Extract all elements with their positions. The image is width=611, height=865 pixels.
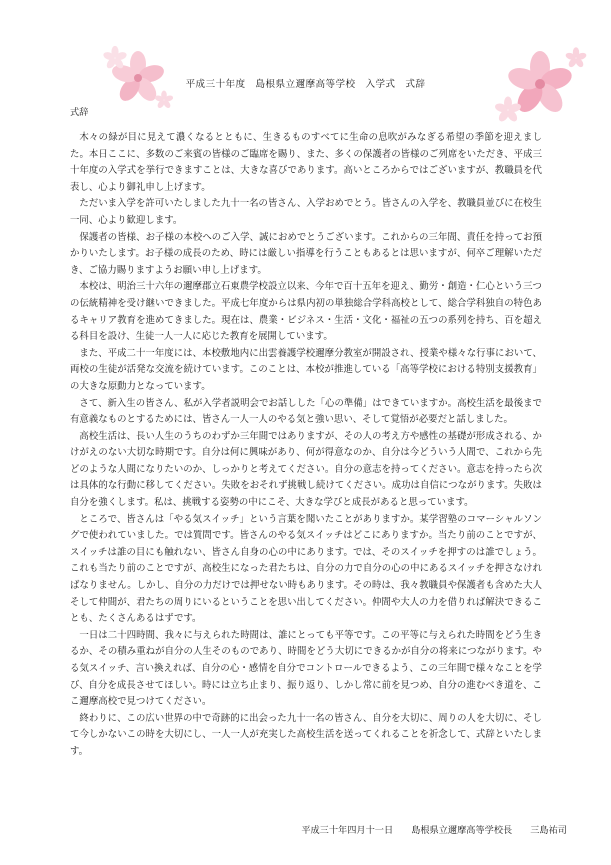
document-title: 平成三十年度 島根県立邇摩高等学校 入学式 式辞 [185,79,426,90]
paragraph-special-support: また、平成二十一年度には、本校敷地内に出雲養護学校邇摩分教室が開設され、授業や様々な行事において、両校の生徒が活発な交流を続けています。このことは、本校が推進している「高等学校における特別支援教育」の大きな原動力となっています。 [70,347,542,392]
paragraph-high-school-life: 高校生活は、長い人生のうちのわずか三年間ではありますが、その人の考え方や感性の基礎が形成される、かけがえのない大切な時期です。自分は何に興味があり、何が得意なのか、自分は今どういう人間で、これから先どのような人間になりたいのか、しっかりと考えてください。自分の意志を持ってください。意志を持ったら次は具体的な行動に移してください。失敗をおそれず挑戦し続けてください。成功は自信につながります。失敗は自分を強くします。私は、挑戦する姿勢の中にこそ、大きな学びと成長があると思っています。 [70,430,542,509]
paragraph-time: 一日は二十四時間、我々に与えられた時間は、誰にとっても平等です。この平等に与えられた時間をどう生きるか、その積み重ねが自分の人生そのものであり、時間をどう大切にできるかが自分の将来につながります。やる気スイッチ、言い換えれば、自分の心・感情を自分でコントロールできるよう、この三年間で様々なことを学び、自分を成長させてほしい。時には立ち止まり、振り返り、しかし常に前を見つめ、自分の進むべき道を、ここ邇摩高校で見つけてください。 [70,629,542,708]
paragraph-guardians: 保護者の皆様、お子様の本校へのご入学、誠におめでとうございます。これからの三年間、責任を持ってお預かりいたします。お子様の成長のため、時には厳しい指導を行うこともあるとは思いますが、何卒ご理解いただき、ご協力賜りますようお願い申し上げます。 [70,231,542,276]
paragraph-opening: 木々の緑が目に見えて濃くなるとともに、生きるものすべてに生命の息吹がみなぎる希望の季節を迎えました。本日ここに、多数のご来賓の皆様のご臨席を賜り、また、多くの保護者の皆様のご列席をいただき、平成三十年度の入学式を挙行できますことは、大きな喜びであります。高いところからではございますが、教職員を代表し、心より御礼申し上げます。 [70,132,542,193]
paragraph-closing: 終わりに、この広い世界の中で奇跡的に出会った九十一名の皆さん、自分を大切に、周りの人を大切に、そして今しかないこの時を大切にし、一人一人が充実した高校生活を送ってくれることを祈念して、式辞といたします。 [70,712,542,757]
section-label: 式辞 [70,107,89,118]
signature-title: 島根県立邇摩高等学校長 [411,825,513,836]
paragraph-welcome-students: ただいま入学を許可いたしました九十一名の皆さん、入学おめでとう。皆さんの入学を、教職員並びに在校生一同、心より歓迎します。 [70,198,542,226]
signature-date: 平成三十年四月十一日 [301,825,394,836]
paragraph-preparation: さて、新入生の皆さん、私が入学者説明会でお話しした「心の準備」はできていますか。高校生活を最後まで有意義なものとするためには、皆さん一人一人のやる気と強い思い、そして覚悟が必要だと話しました。 [70,397,542,426]
signature-name: 三島祐司 [530,825,567,836]
paragraph-school-history: 本校は、明治三十六年の邇摩郡立石東農学校設立以来、今年で百十五年を迎え、勤労・創造・仁心という三つの伝統精神を受け継いできました。平成七年度からは県内初の単独総合学科高校として、総合学科独自の特色あるキャリア教育を進めてきました。現在は、農業・ビジネス・生活・文化・福祉の五つの系列を持ち、百を超える科目を設け、生徒一人一人に応じた教育を展開しています。 [70,281,542,343]
signature [301,822,567,836]
paragraph-motivation-switch: ところで、皆さんは「やる気スイッチ」という言葉を聞いたことがありますか。某学習塾のコマーシャルソングで使われていました。では質問です。皆さんのやる気スイッチはどこにありますか。当たり前のことですが、スイッチは誰の目にも触れない、皆さん自身の心の中にあります。では、そのスイッチを押すのは誰でしょう。これも当たり前のことですが、高校生になった君たちは、自分の力で自分の心の中にあるスイッチを押さなければなりません。しかし、自分の力だけでは押せない時もあります。その時は、我々教職員や保護者も含めた大人そして仲間が、君たちの周りにいるということを思い出してください。仲間や大人の力を借りれば解決できることも、たくさんあるはずです。 [70,513,542,625]
speech-body [70,130,542,761]
